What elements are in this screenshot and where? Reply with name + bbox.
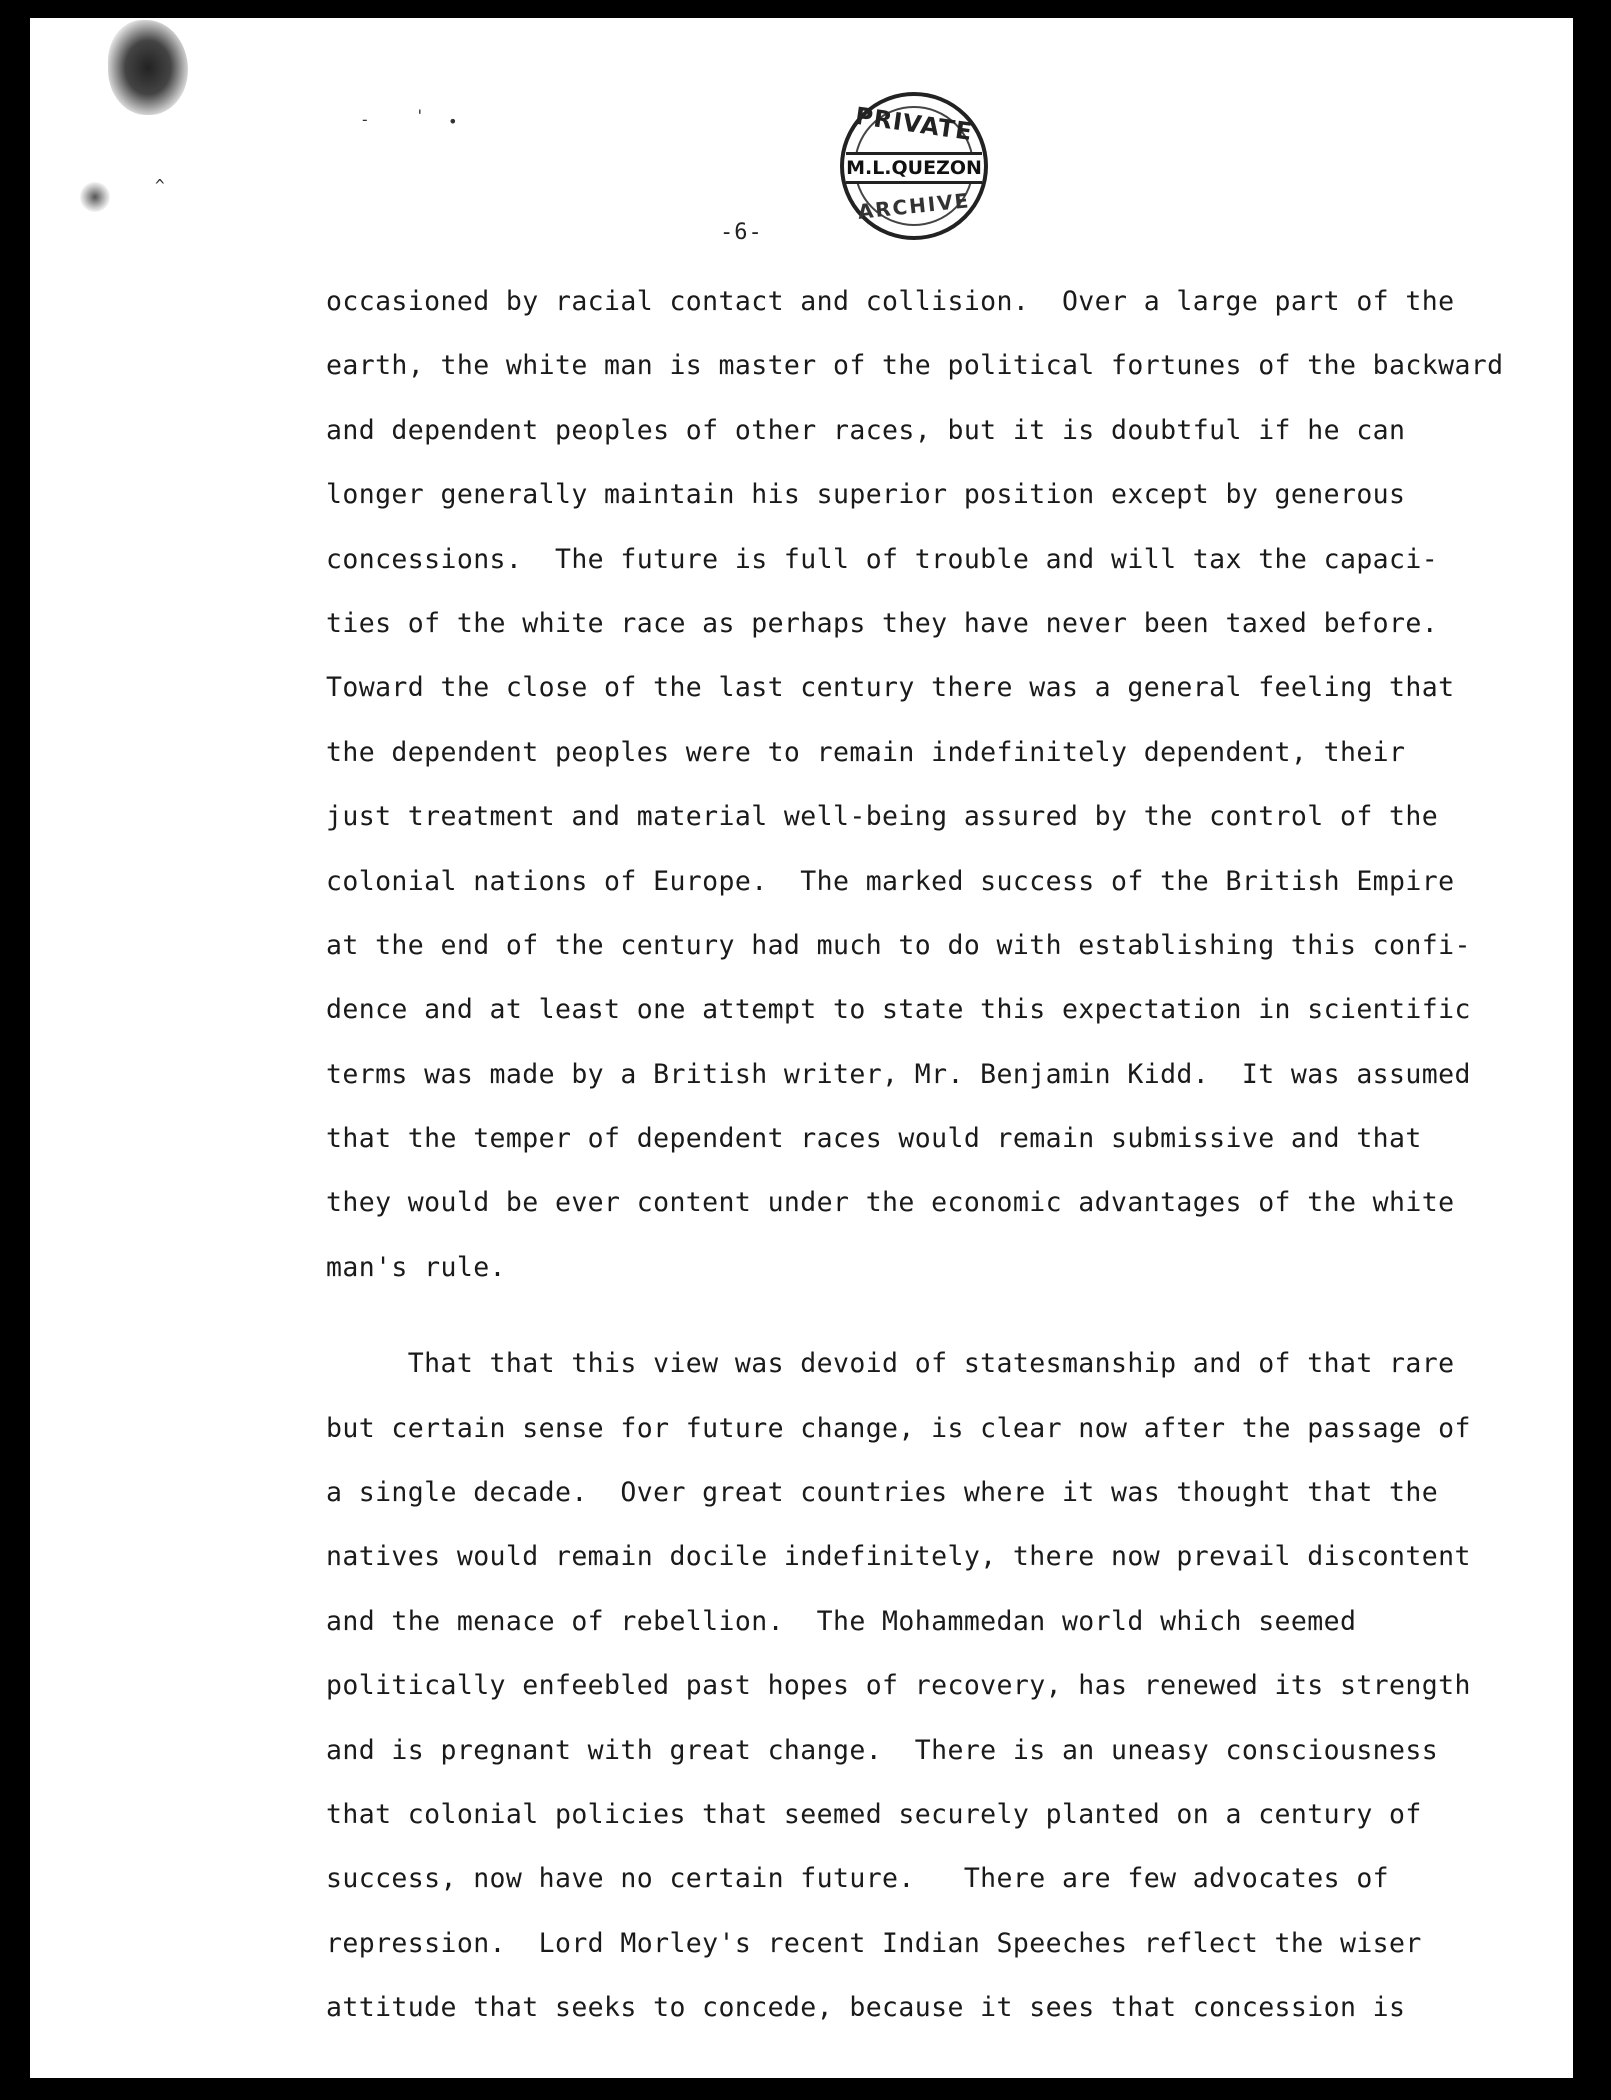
text-line: dence and at least one attempt to state this expectation in scientific bbox=[326, 994, 1471, 1026]
text-line: politically enfeebled past hopes of recovery, has renewed its strength bbox=[326, 1670, 1471, 1702]
text-line: concessions. The future is full of trouble and will tax the capaci- bbox=[326, 543, 1439, 575]
text-line: just treatment and material well-being assured by the control of the bbox=[326, 801, 1439, 833]
ink-smudge bbox=[108, 20, 188, 115]
text-line: That that this view was devoid of statesmanship and of that rare bbox=[326, 1348, 1455, 1380]
text-line: and dependent peoples of other races, but it is doubtful if he can bbox=[326, 414, 1406, 446]
text-line: and is pregnant with great change. There is an uneasy consciousness bbox=[326, 1734, 1439, 1766]
text-line: ties of the white race as perhaps they have never been taxed before. bbox=[326, 607, 1439, 639]
paragraph-2 bbox=[326, 1332, 1486, 2040]
stamp-middle-text: M.L.QUEZON bbox=[846, 152, 982, 184]
text-line: at the end of the century had much to do with establishing this confi- bbox=[326, 929, 1471, 961]
text-line: that colonial policies that seemed securely planted on a century of bbox=[326, 1798, 1422, 1830]
text-line: and the menace of rebellion. The Mohammedan world which seemed bbox=[326, 1605, 1357, 1637]
paragraph-1 bbox=[326, 270, 1504, 1300]
archive-stamp bbox=[840, 92, 988, 240]
text-line: Toward the close of the last century there was a general feeling that bbox=[326, 672, 1455, 704]
paragraph-gap bbox=[326, 1300, 1486, 1332]
text-line: the dependent peoples were to remain indefinitely dependent, their bbox=[326, 736, 1406, 768]
text-line: but certain sense for future change, is clear now after the passage of bbox=[326, 1412, 1471, 1444]
text-line: terms was made by a British writer, Mr. Benjamin Kidd. It was assumed bbox=[326, 1058, 1471, 1090]
stamp-top-text: PRIVATE bbox=[853, 101, 975, 147]
body-text bbox=[326, 270, 1504, 2041]
text-line: success, now have no certain future. There are few advocates of bbox=[326, 1863, 1390, 1895]
text-line: a single decade. Over great countries where it was thought that the bbox=[326, 1477, 1439, 1509]
text-line: colonial nations of Europe. The marked success of the British Empire bbox=[326, 865, 1455, 897]
text-line: natives would remain docile indefinitely, there now prevail discontent bbox=[326, 1541, 1471, 1573]
text-line: that the temper of dependent races would remain submissive and that bbox=[326, 1123, 1422, 1155]
page-number: -6- bbox=[720, 220, 763, 245]
text-line: attitude that seeks to concede, because it sees that concession is bbox=[326, 1992, 1406, 2024]
stray-mark: ^ bbox=[155, 176, 165, 195]
stray-mark: • bbox=[448, 112, 458, 131]
text-line: longer generally maintain his superior position except by generous bbox=[326, 479, 1406, 511]
stray-mark: - bbox=[360, 110, 370, 129]
text-line: they would be ever content under the economic advantages of the white bbox=[326, 1187, 1455, 1219]
ink-speck bbox=[80, 182, 110, 212]
text-line: occasioned by racial contact and collision. Over a large part of the bbox=[326, 286, 1455, 317]
stray-mark: ' bbox=[415, 106, 425, 125]
text-line: man's rule. bbox=[326, 1251, 506, 1283]
text-line: earth, the white man is master of the political fortunes of the backward bbox=[326, 350, 1504, 382]
stamp-bottom-text: ARCHIVE bbox=[856, 188, 972, 224]
text-line: repression. Lord Morley's recent Indian Speeches reflect the wiser bbox=[326, 1927, 1422, 1959]
